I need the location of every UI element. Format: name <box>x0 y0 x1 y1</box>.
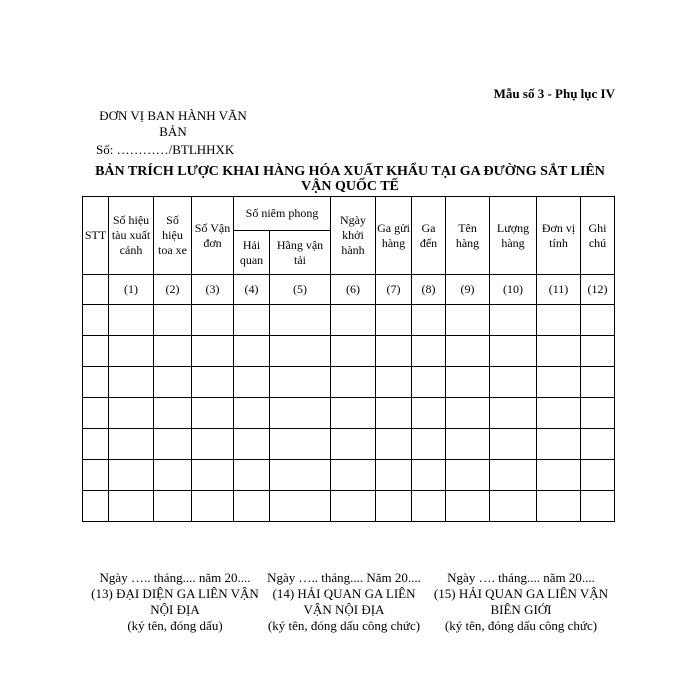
table-cell <box>537 429 581 460</box>
column-number-cell: (11) <box>537 275 581 305</box>
header-carrier: Hãng vận tải <box>270 231 331 275</box>
header-note: Ghi chú <box>581 197 615 275</box>
table-cell <box>490 429 537 460</box>
table-cell <box>154 336 192 367</box>
table-cell <box>154 367 192 398</box>
signature-note: (ký tên, đóng dấu) <box>127 618 223 633</box>
table-cell <box>154 305 192 336</box>
table-row <box>83 367 615 398</box>
table-cell <box>331 367 376 398</box>
table-cell <box>412 305 446 336</box>
table-cell <box>109 336 154 367</box>
table-cell <box>234 398 270 429</box>
table-row <box>83 429 615 460</box>
signature-date: Ngày ….. tháng.... năm 20.... <box>99 570 251 585</box>
header-departure-date: Ngày khởi hành <box>331 197 376 275</box>
signature-role: (14) HẢI QUAN GA LIÊN VẬN NỘI ĐỊA <box>272 586 416 617</box>
table-cell <box>192 305 234 336</box>
table-cell <box>83 429 109 460</box>
table-cell <box>270 460 331 491</box>
column-number-row <box>83 275 615 305</box>
table-cell <box>412 460 446 491</box>
column-number-cell: (4) <box>234 275 270 305</box>
column-number-cell: (7) <box>376 275 412 305</box>
table-cell <box>537 305 581 336</box>
table-row <box>83 305 615 336</box>
table-cell <box>376 398 412 429</box>
table-cell <box>412 336 446 367</box>
table-row <box>83 460 615 491</box>
table-cell <box>376 336 412 367</box>
header-unit: Đơn vị tính <box>537 197 581 275</box>
table-cell <box>412 398 446 429</box>
table-cell <box>376 429 412 460</box>
table-cell <box>109 398 154 429</box>
header-destination-station: Ga đến <box>412 197 446 275</box>
table-cell <box>234 367 270 398</box>
table-cell <box>446 398 490 429</box>
table-cell <box>331 305 376 336</box>
table-cell <box>446 460 490 491</box>
table-row <box>83 336 615 367</box>
table-cell <box>331 491 376 522</box>
table-cell <box>109 491 154 522</box>
table-cell <box>581 305 615 336</box>
table-cell <box>412 491 446 522</box>
table-cell <box>83 398 109 429</box>
table-row <box>83 491 615 522</box>
table-cell <box>581 398 615 429</box>
table-cell <box>446 305 490 336</box>
signature-note: (ký tên, đóng dấu công chức) <box>267 618 421 633</box>
document-title: BẢN TRÍCH LƯỢC KHAI HÀNG HÓA XUẤT KHẨU TẠI GA ĐƯỜNG SẮT LIÊN VẬN QUỐC TẾ <box>95 164 605 194</box>
column-number-cell: (2) <box>154 275 192 305</box>
table-cell <box>490 305 537 336</box>
table-cell <box>109 429 154 460</box>
column-number-cell: (5) <box>270 275 331 305</box>
table-cell <box>109 305 154 336</box>
table-cell <box>331 460 376 491</box>
table-cell <box>490 336 537 367</box>
column-number-cell <box>83 275 109 305</box>
export-goods-table <box>82 196 615 522</box>
table-cell <box>490 491 537 522</box>
table-cell <box>331 336 376 367</box>
table-cell <box>234 460 270 491</box>
header-origin-station: Ga gửi hàng <box>376 197 412 275</box>
header-row <box>83 197 615 231</box>
table-cell <box>234 336 270 367</box>
table-cell <box>581 336 615 367</box>
table-cell <box>192 336 234 367</box>
table-cell <box>331 398 376 429</box>
table-cell <box>192 491 234 522</box>
table-cell <box>192 460 234 491</box>
table-cell <box>537 336 581 367</box>
table-cell <box>537 398 581 429</box>
table-cell <box>270 491 331 522</box>
table-cell <box>581 367 615 398</box>
signature-date: Ngày …. tháng.... năm 20.... <box>447 570 595 585</box>
table-cell <box>192 398 234 429</box>
signature-block-border-customs <box>432 570 610 634</box>
table-cell <box>537 460 581 491</box>
document-number: Số: …………/BTLHHXK <box>96 142 235 157</box>
table-cell <box>537 367 581 398</box>
table-cell <box>234 429 270 460</box>
column-number-cell: (3) <box>192 275 234 305</box>
column-number-cell: (1) <box>109 275 154 305</box>
table-cell <box>270 429 331 460</box>
table-row <box>83 398 615 429</box>
column-number-cell: (10) <box>490 275 537 305</box>
table-cell <box>83 460 109 491</box>
table-cell <box>581 491 615 522</box>
table-cell <box>490 398 537 429</box>
header-seal-no: Số niêm phong <box>234 197 331 231</box>
table-cell <box>270 305 331 336</box>
header-goods-name: Tên hàng <box>446 197 490 275</box>
table-cell <box>376 460 412 491</box>
table-cell <box>234 305 270 336</box>
table-cell <box>490 367 537 398</box>
table-body <box>83 275 615 522</box>
table-cell <box>83 336 109 367</box>
table-cell <box>234 491 270 522</box>
column-number-cell: (9) <box>446 275 490 305</box>
table-cell <box>376 491 412 522</box>
table-cell <box>154 460 192 491</box>
table-cell <box>412 367 446 398</box>
header-waybill-no: Số Vận đơn <box>192 197 234 275</box>
table-cell <box>109 460 154 491</box>
header-customs: Hải quan <box>234 231 270 275</box>
column-number-cell: (8) <box>412 275 446 305</box>
table-cell <box>154 398 192 429</box>
signature-block-station <box>90 570 260 634</box>
form-number: Mẫu số 3 - Phụ lục IV <box>493 86 615 101</box>
header-wagon-no: Số hiệu toa xe <box>154 197 192 275</box>
table-cell <box>446 429 490 460</box>
table-cell <box>446 367 490 398</box>
signature-block-domestic-customs <box>258 570 430 634</box>
table-cell <box>109 367 154 398</box>
signature-role: (13) ĐẠI DIỆN GA LIÊN VẬN NỘI ĐỊA <box>91 586 259 617</box>
table-cell <box>270 398 331 429</box>
signature-role: (15) HẢI QUAN GA LIÊN VẬN BIÊN GIỚI <box>433 586 609 617</box>
issuing-unit: ĐƠN VỊ BAN HÀNH VĂN BẢN <box>99 108 247 139</box>
header-train-no: Số hiệu tàu xuất cảnh <box>109 197 154 275</box>
table-cell <box>154 491 192 522</box>
header-quantity: Lượng hàng <box>490 197 537 275</box>
table-cell <box>270 336 331 367</box>
table-cell <box>446 336 490 367</box>
signature-date: Ngày ….. tháng.... Năm 20.... <box>267 570 421 585</box>
column-number-cell: (12) <box>581 275 615 305</box>
table-cell <box>490 460 537 491</box>
table-cell <box>412 429 446 460</box>
table-cell <box>581 429 615 460</box>
signature-note: (ký tên, đóng dấu công chức) <box>444 618 598 633</box>
table-cell <box>537 491 581 522</box>
table-cell <box>376 367 412 398</box>
column-number-cell: (6) <box>331 275 376 305</box>
table-cell <box>192 429 234 460</box>
table-cell <box>83 491 109 522</box>
table-cell <box>192 367 234 398</box>
table-cell <box>154 429 192 460</box>
table-cell <box>83 305 109 336</box>
table-cell <box>270 367 331 398</box>
table-cell <box>581 460 615 491</box>
header-stt: STT <box>83 197 109 275</box>
table-cell <box>376 305 412 336</box>
table-cell <box>331 429 376 460</box>
table-cell <box>446 491 490 522</box>
table-cell <box>83 367 109 398</box>
